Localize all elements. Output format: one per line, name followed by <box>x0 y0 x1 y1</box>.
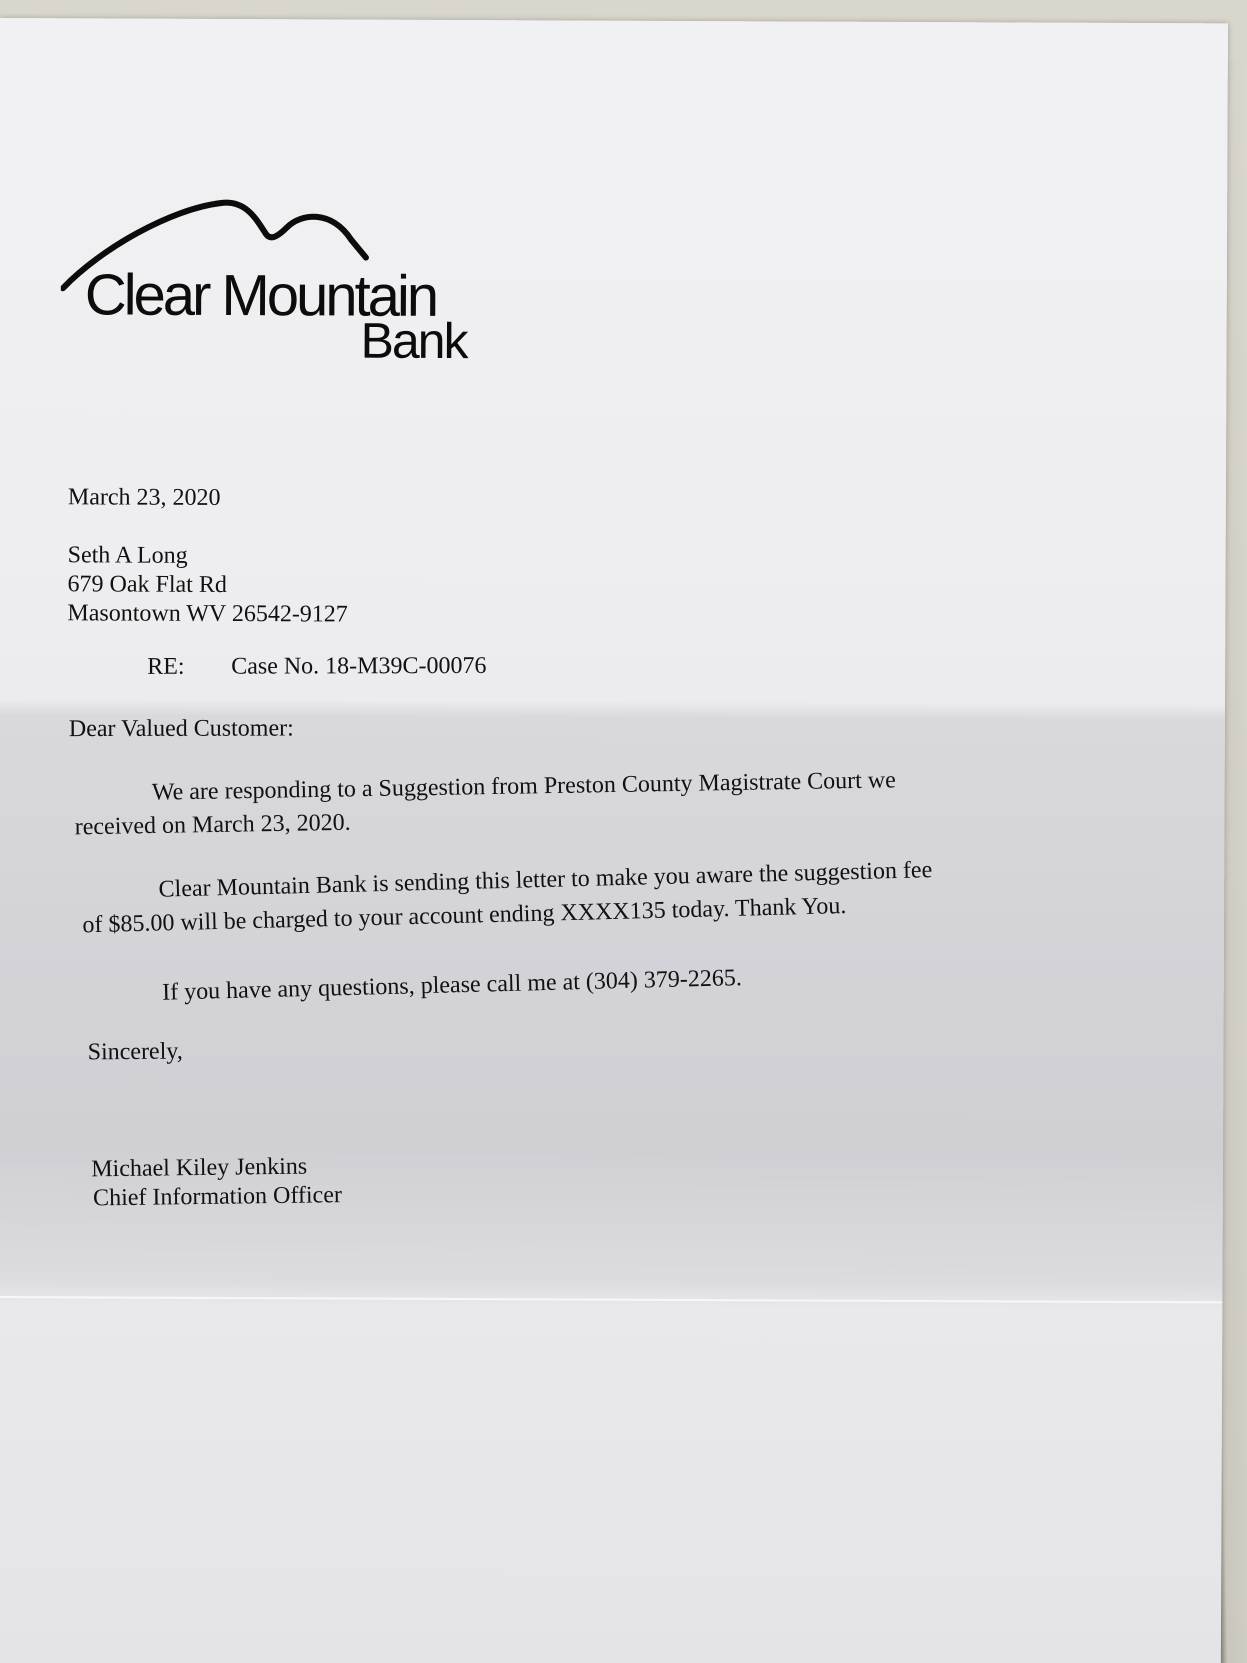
letter-body <box>0 18 1228 1323</box>
recipient-street: 679 Oak Flat Rd <box>67 571 227 598</box>
paragraph2-line1: Clear Mountain Bank is sending this letter to make you aware the suggestion fee <box>158 857 933 903</box>
case-number: Case No. 18-M39C-00076 <box>231 652 487 680</box>
re-label: RE: <box>147 653 185 680</box>
paragraph1-line1: We are responding to a Suggestion from Preston County Magistrate Court we <box>151 767 896 806</box>
recipient-city: Masontown WV 26542-9127 <box>67 600 348 628</box>
logo-name-line2: Bank <box>360 312 467 370</box>
paragraph2-line2: of $85.00 will be charged to your account ending XXXX135 today. Thank You. <box>82 893 847 939</box>
signer-title: Chief Information Officer <box>92 1182 343 1212</box>
bank-logo <box>60 188 521 380</box>
case-reference <box>147 652 486 682</box>
paragraph1-line2: received on March 23, 2020. <box>74 809 351 841</box>
paragraph3: If you have any questions, please call me at (304) 379-2265. <box>161 965 743 1006</box>
logo-name-line1: Clear Mountain <box>84 262 437 329</box>
signer-name: Michael Kiley Jenkins <box>91 1153 308 1183</box>
letter-paper <box>0 18 1228 1663</box>
salutation: Dear Valued Customer: <box>68 715 294 743</box>
letter-date: March 23, 2020 <box>67 484 221 511</box>
recipient-name: Seth A Long <box>67 542 188 569</box>
closing: Sincerely, <box>87 1038 183 1066</box>
